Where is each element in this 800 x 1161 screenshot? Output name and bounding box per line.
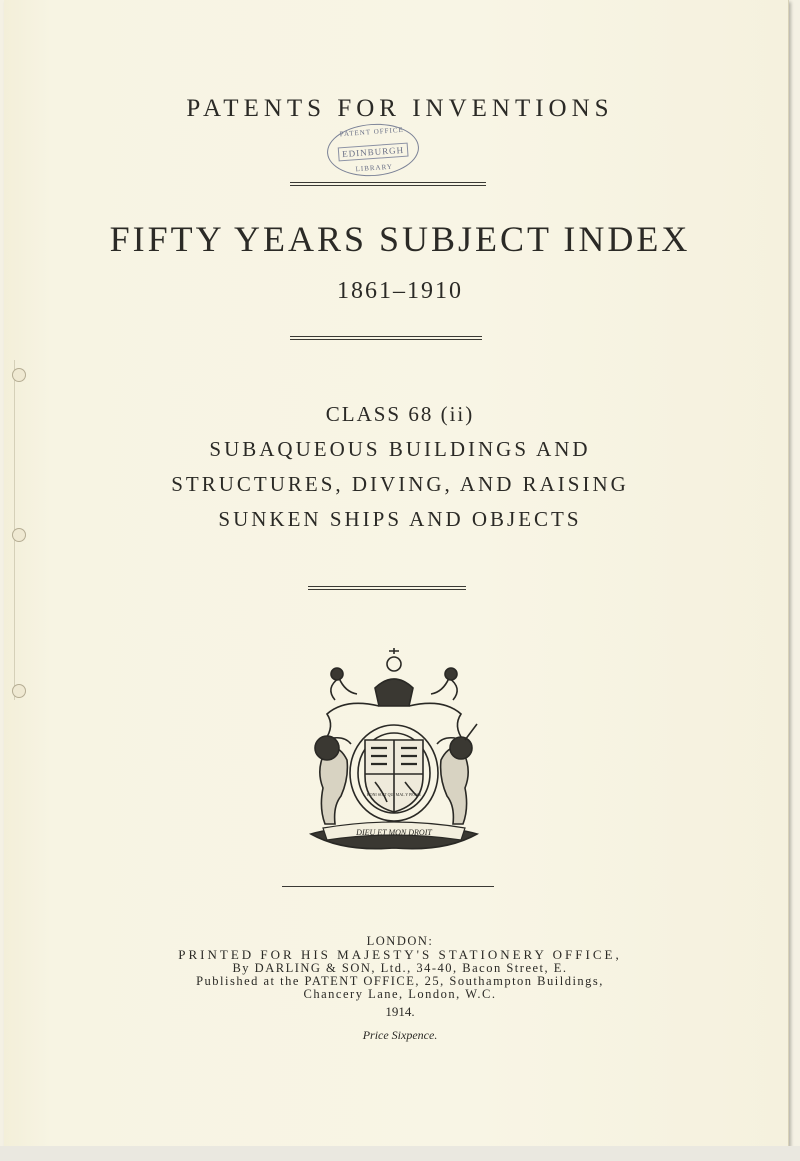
stamp-top-text: PATENT OFFICE — [339, 125, 405, 139]
document-title: FIFTY YEARS SUBJECT INDEX — [109, 219, 691, 259]
staple-hole — [12, 368, 26, 382]
stamp-center-text: EDINBURGH — [338, 143, 409, 162]
imprint-printer: PRINTED FOR HIS MAJESTY'S STATIONERY OFFICE, — [178, 947, 622, 962]
imprint-line: Published at the PATENT OFFICE, 25, Southampton Buildings, — [196, 974, 604, 988]
divider-rule — [282, 886, 494, 887]
motto-text: DIEU ET MON DROIT — [356, 828, 432, 837]
stamp-bottom-text: LIBRARY — [355, 162, 394, 174]
subject-line: STRUCTURES, DIVING, AND RAISING — [171, 472, 629, 496]
subject-line: SUBAQUEOUS BUILDINGS AND — [209, 437, 591, 461]
price: Price Sixpence. — [362, 1028, 438, 1042]
imprint-city: LONDON: — [366, 934, 434, 948]
staple-hole — [12, 684, 26, 698]
year-range: 1861–1910 — [337, 278, 463, 304]
subject-line: SUNKEN SHIPS AND OBJECTS — [218, 507, 582, 531]
royal-coat-of-arms — [305, 648, 483, 854]
publication-year: 1914. — [385, 1004, 415, 1019]
imprint-line: Chancery Lane, London, W.C. — [303, 987, 497, 1001]
background-strip — [0, 1146, 800, 1161]
divider-rule — [308, 586, 466, 590]
divider-rule — [290, 182, 486, 186]
series-heading: PATENTS FOR INVENTIONS — [186, 95, 614, 122]
class-number: CLASS 68 (ii) — [325, 402, 475, 426]
garter-text: HONI SOIT QUI MAL Y PENSE — [366, 792, 422, 797]
imprint-line: By DARLING & SON, Ltd., 34-40, Bacon Street, E. — [232, 961, 568, 975]
divider-rule — [290, 336, 482, 340]
